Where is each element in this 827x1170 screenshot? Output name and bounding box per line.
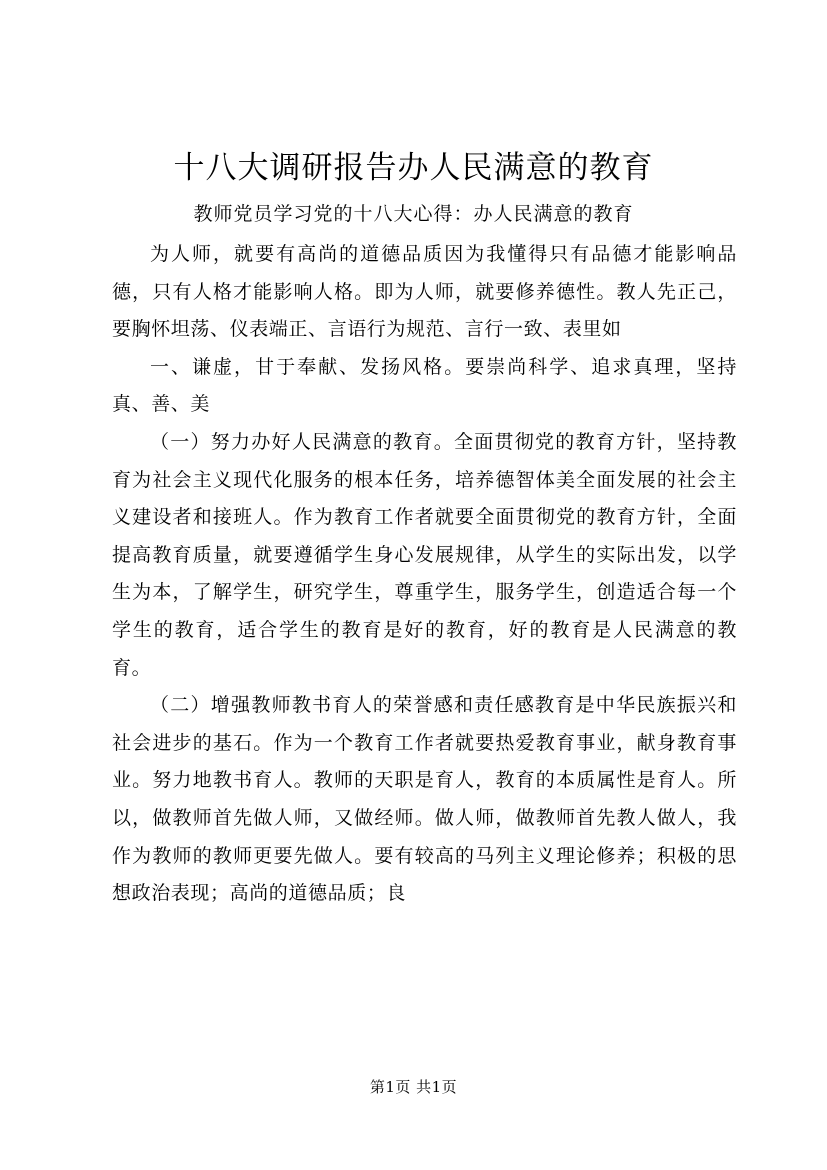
page-footer: 第1页 共1页	[369, 1078, 458, 1096]
paragraph-1: 为人师，就要有高尚的道德品质因为我懂得只有品德才能影响品德，只有人格才能影响人格。即为人师，就要修养德性。教人先正己，要胸怀坦荡、仪表端正、言语行为规范、言行一致、表里如	[112, 243, 737, 341]
document-body	[112, 236, 737, 913]
paragraph-2: 一、谦虚，甘于奉献、发扬风格。要崇尚科学、追求真理，坚持真、善、美	[112, 355, 737, 416]
paragraph-4: （二）增强教师教书育人的荣誉感和责任感教育是中华民族振兴和社会进步的基石。作为一个教育工作者就要热爱教育事业，献身教育事业。努力地教书育人。教师的天职是育人，教育的本质属性是育人。所以，做教师首先做人师，又做经师。做人师，做教师首先教人做人，我作为教师的教师更要先做人。要有较高的马列主义理论修养；积极的思想政治表现；高尚的道德品质；良	[112, 694, 737, 905]
document-subtitle: 教师党员学习党的十八大心得：办人民满意的教育	[193, 203, 634, 225]
document-title: 十八大调研报告办人民满意的教育	[173, 150, 654, 186]
paragraph-3: （一）努力办好人民满意的教育。全面贯彻党的教育方针，坚持教育为社会主义现代化服务的根本任务，培养德智体美全面发展的社会主义建设者和接班人。作为教育工作者就要全面贯彻党的教育方针，全面提高教育质量，就要遵循学生身心发展规律，从学生的实际出发，以学生为本，了解学生，研究学生，尊重学生，服务学生，创造适合每一个学生的教育，适合学生的教育是好的教育，好的教育是人民满意的教育。	[112, 430, 737, 679]
